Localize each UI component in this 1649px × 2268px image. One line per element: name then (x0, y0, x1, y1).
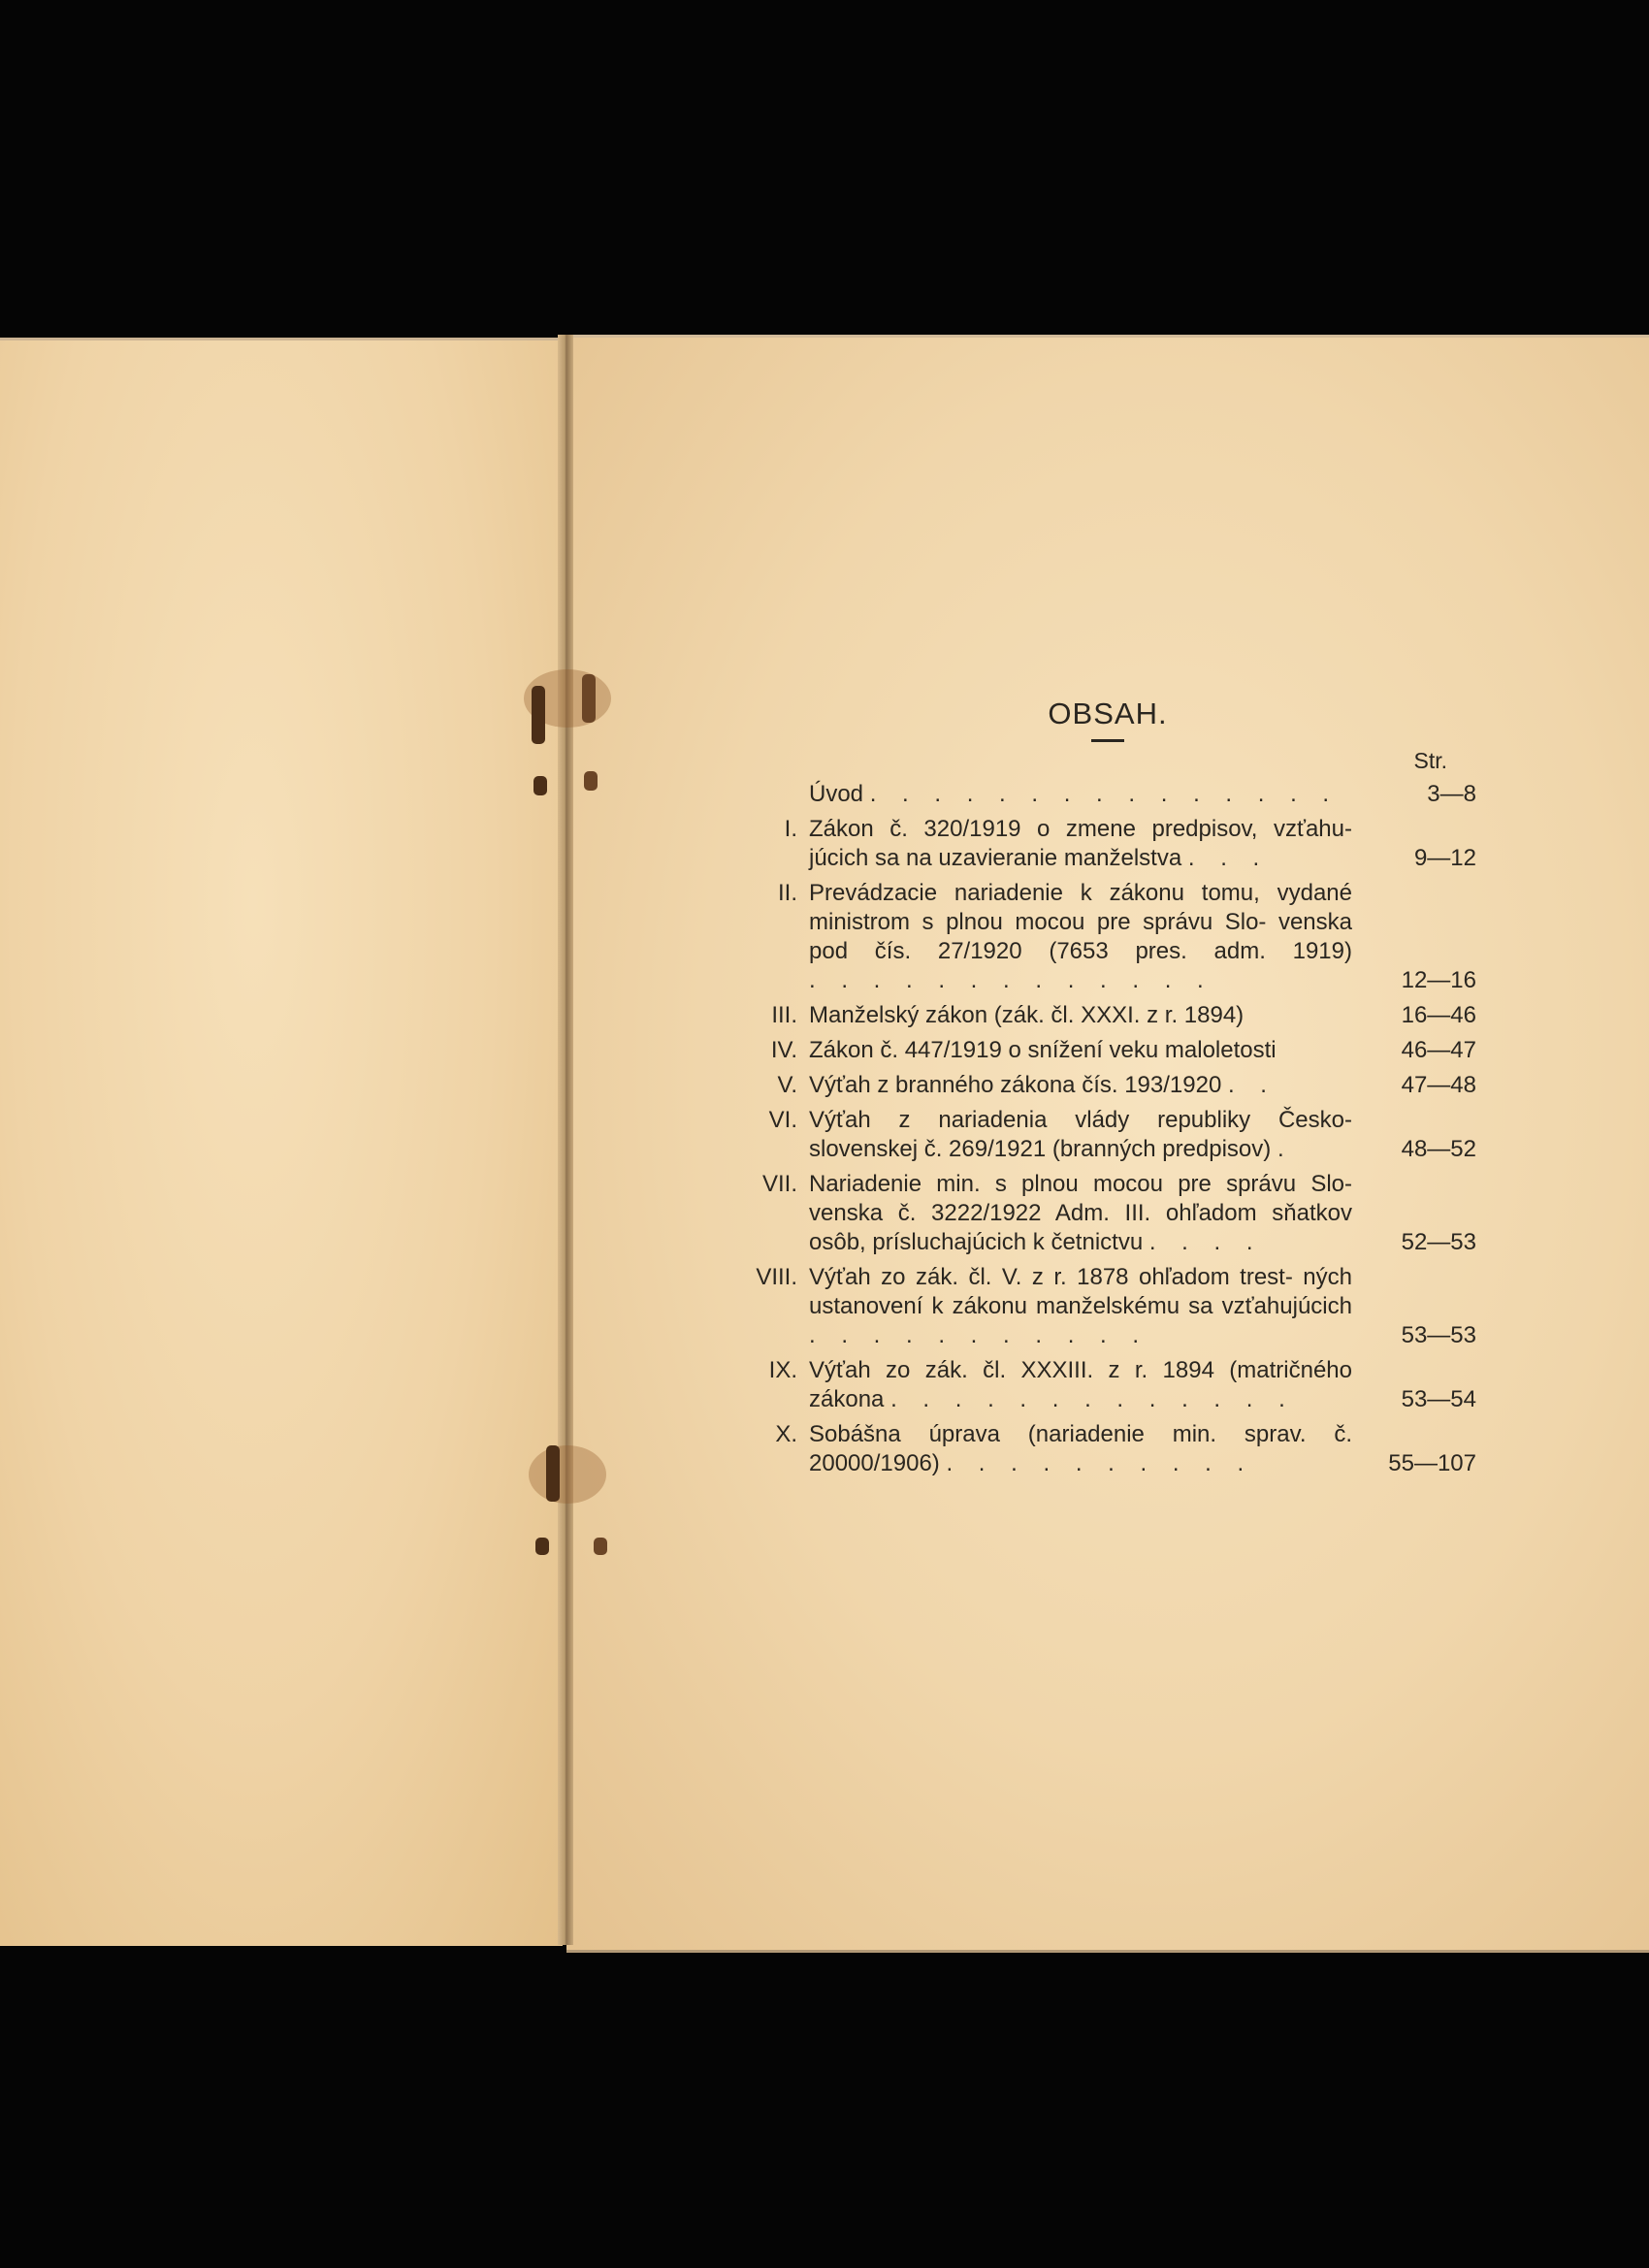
toc-entry-leader: . . (1227, 1072, 1277, 1098)
toc-entry-leader: . . . . . . . . . . . . . (890, 1386, 1295, 1412)
toc-entry-pages: 53—53 (1401, 1322, 1476, 1348)
toc-entry-text: Manželský zákon (zák. čl. XXXI. z r. 1894) (809, 1002, 1245, 1028)
toc-entry-text: Výťah z branného zákona čís. 193/1920 (809, 1072, 1222, 1098)
toc-entry-body (809, 1106, 1352, 1164)
toc-entry-leader: . . . . . . . . . . . (809, 1322, 1149, 1348)
toc-title: OBSAH. (1048, 697, 1168, 730)
toc-entry-leader: . . . . . . . . . . . . . . . (869, 781, 1340, 807)
toc-entry-text: Výťah z nariadenia vlády republiky Česko- slovenskej č. 269/1921 (branných predpisov) (809, 1107, 1352, 1162)
toc-entry-body (809, 1001, 1352, 1030)
toc-entry-pages: 12—16 (1401, 967, 1476, 993)
staple-top-right (582, 674, 596, 723)
toc-entry (739, 780, 1476, 809)
table-of-contents (739, 697, 1476, 1478)
toc-entry-number: VI. (768, 1107, 797, 1133)
toc-entry (739, 1001, 1476, 1030)
toc-entry-number: IX. (768, 1357, 797, 1383)
toc-entry-body (809, 1036, 1352, 1065)
toc-entry (739, 1263, 1476, 1350)
toc-entry-pages: 55—107 (1388, 1450, 1476, 1476)
toc-entry (739, 1420, 1476, 1478)
toc-entry-number: II. (777, 880, 797, 906)
toc-entry-body (809, 1170, 1352, 1257)
toc-entry-text: Zákon č. 320/1919 o zmene predpisov, vzťahu- júcich sa na uzavieranie manželstva (809, 816, 1352, 871)
toc-entry-pages: 3—8 (1427, 781, 1476, 807)
toc-entry (739, 879, 1476, 995)
toc-entry-text: Nariadenie min. s plnou mocou pre správu Slo- venska č. 3222/1922 Adm. III. ohľadom sňatkov osôb, prísluchajúcich k četnictvu (809, 1171, 1352, 1255)
toc-entry (739, 1106, 1476, 1164)
toc-entry-body (809, 1420, 1352, 1478)
toc-entry-leader: . . . (1187, 845, 1270, 871)
title-rule (1091, 739, 1124, 742)
toc-entry-number: IV. (770, 1037, 797, 1063)
toc-entry-pages: 48—52 (1401, 1136, 1476, 1162)
staple-stain-lower (529, 1445, 606, 1504)
toc-entry-pages: 46—47 (1401, 1037, 1476, 1063)
toc-entry-body (809, 1263, 1352, 1350)
toc-entries (739, 780, 1476, 1478)
left-page (0, 338, 563, 1946)
staple-top-dot (534, 776, 547, 795)
toc-entry-pages: 16—46 (1401, 1002, 1476, 1028)
toc-entry-text: Prevádzacie nariadenie k zákonu tomu, vydané ministrom s plnou mocou pre správu Slo- venska pod čís. 27/1920 (7653 pres. adm. 1919) (809, 880, 1352, 964)
toc-entry-number: VII. (761, 1171, 797, 1197)
toc-entry-body (809, 879, 1352, 995)
toc-entry (739, 1356, 1476, 1414)
toc-entry-text: Úvod (809, 781, 864, 807)
toc-entry-leader: . . . . . . . . . . . . . (809, 967, 1213, 993)
toc-entry-number: I. (784, 816, 797, 842)
toc-entry-leader: . . . . (1148, 1229, 1263, 1255)
toc-entry (739, 1071, 1476, 1100)
staple-top-dot-right (584, 771, 598, 791)
toc-entry-number: V. (777, 1072, 797, 1098)
pages-column-label: Str. (1413, 748, 1447, 773)
toc-entry-pages: 53—54 (1401, 1386, 1476, 1412)
toc-entry-number: X. (775, 1421, 797, 1447)
staple-top (532, 686, 545, 744)
toc-entry-text: Sobášna úprava (nariadenie min. sprav. č. 20000/1906) (809, 1421, 1352, 1476)
toc-entry-leader: . . . . . . . . . . (946, 1450, 1254, 1476)
toc-entry-pages: 52—53 (1401, 1229, 1476, 1255)
staple-bottom-dot (535, 1538, 549, 1555)
toc-entry (739, 1036, 1476, 1065)
toc-entry (739, 1170, 1476, 1257)
toc-entry-pages: 47—48 (1401, 1072, 1476, 1098)
staple-bottom-dot-right (594, 1538, 607, 1555)
toc-entry-text: Výťah zo zák. čl. V. z r. 1878 ohľadom trest- ných ustanovení k zákonu manželskému sa vzťahujúcich (809, 1264, 1352, 1319)
toc-entry-leader: . (1277, 1136, 1294, 1162)
toc-entry-text: Výťah zo zák. čl. XXXIII. z r. 1894 (matričného zákona (809, 1357, 1352, 1412)
toc-entry-pages: 9—12 (1413, 845, 1476, 871)
book-gutter (558, 335, 573, 1945)
toc-entry-body (809, 1071, 1352, 1100)
toc-entry-body (809, 815, 1352, 873)
staple-bottom (546, 1445, 560, 1502)
toc-entry-number: VIII. (756, 1264, 797, 1290)
toc-entry (739, 815, 1476, 873)
toc-entry-text: Zákon č. 447/1919 o snížení veku maloletosti (809, 1037, 1277, 1063)
toc-entry-number: III. (771, 1002, 797, 1028)
toc-entry-body (809, 780, 1352, 809)
toc-entry-body (809, 1356, 1352, 1414)
